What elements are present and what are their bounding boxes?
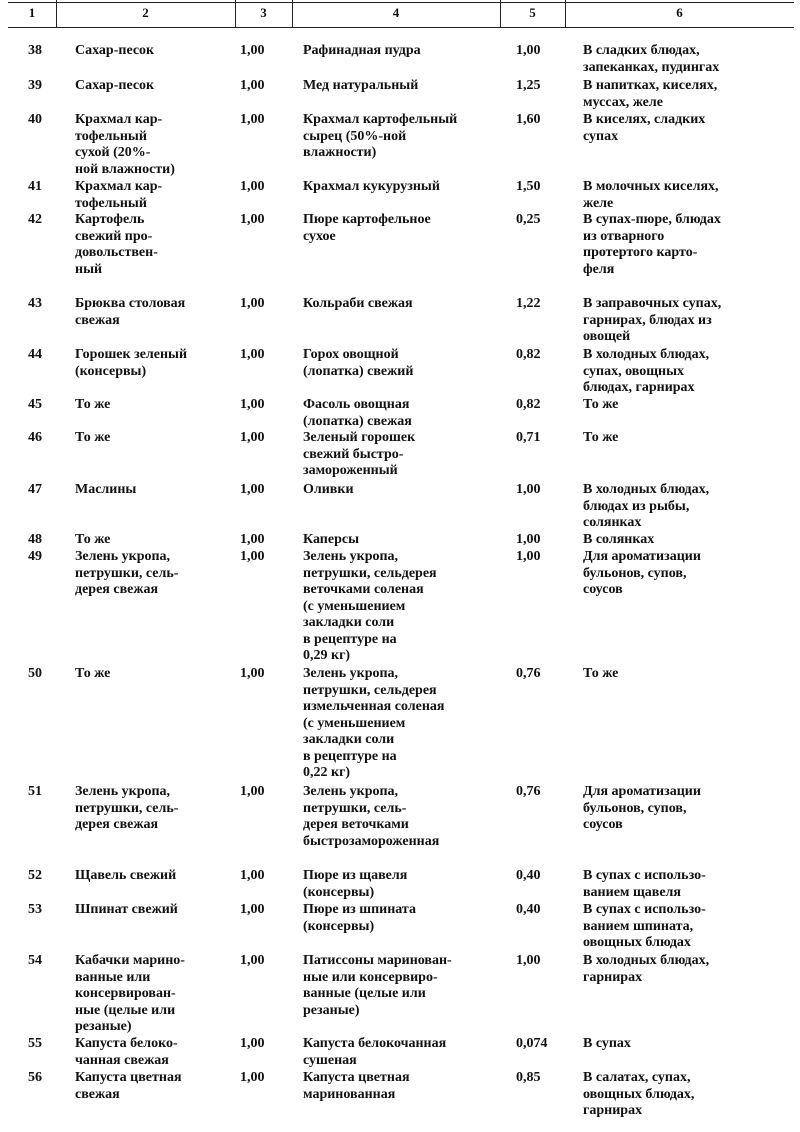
row-number: 45 (28, 397, 42, 412)
usage-note: То же (583, 430, 619, 445)
substitute-product: Зеленый горошек свежий быстро- замороженный (303, 430, 416, 478)
substitute-quantity: 1,50 (516, 179, 541, 194)
column-header-4: 4 (392, 5, 400, 20)
replaced-quantity: 1,00 (240, 482, 265, 497)
row-number: 50 (28, 666, 42, 681)
row-number: 44 (28, 347, 42, 362)
row-number: 41 (28, 179, 42, 194)
replaced-product: Зелень укропа, петрушки, сель- дерея свежая (75, 784, 179, 832)
usage-note: В киселях, сладких супах (583, 112, 706, 144)
row-number: 43 (28, 296, 42, 311)
substitute-quantity: 0,82 (516, 397, 541, 412)
replaced-quantity: 1,00 (240, 112, 265, 127)
row-number: 53 (28, 902, 42, 917)
substitute-quantity: 1,25 (516, 78, 541, 93)
substitute-product: Крахмал картофельный сырец (50%-ной влажности) (303, 112, 458, 160)
replaced-quantity: 1,00 (240, 1070, 265, 1085)
row-number: 46 (28, 430, 42, 445)
replaced-product: То же (75, 397, 111, 412)
replaced-product: Капуста цветная свежая (75, 1070, 182, 1102)
replaced-product: То же (75, 430, 111, 445)
substitute-quantity: 1,00 (516, 532, 541, 547)
substitute-quantity: 1,00 (516, 482, 541, 497)
replaced-product: Капуста белоко- чанная свежая (75, 1036, 178, 1068)
substitute-product: Горох овощной (лопатка) свежий (303, 347, 414, 379)
replaced-quantity: 1,00 (240, 212, 265, 227)
row-number: 56 (28, 1070, 42, 1085)
substitute-product: Пюре из щавеля (консервы) (303, 868, 408, 900)
substitute-quantity: 0,074 (516, 1036, 548, 1051)
replaced-quantity: 1,00 (240, 1036, 265, 1051)
replaced-product: Сахар-песок (75, 43, 155, 58)
row-number: 47 (28, 482, 42, 497)
substitute-quantity: 1,22 (516, 296, 541, 311)
substitute-quantity: 0,76 (516, 666, 541, 681)
replaced-product: То же (75, 532, 111, 547)
replaced-product: Маслины (75, 482, 137, 497)
substitute-quantity: 0,85 (516, 1070, 541, 1085)
usage-note: Для ароматизации бульонов, супов, соусов (583, 784, 701, 832)
substitute-quantity: 1,00 (516, 43, 541, 58)
substitute-quantity: 0,82 (516, 347, 541, 362)
substitute-quantity: 0,40 (516, 868, 541, 883)
substitute-quantity: 1,60 (516, 112, 541, 127)
substitute-product: Пюре картофельное сухое (303, 212, 431, 244)
replaced-quantity: 1,00 (240, 43, 265, 58)
substitute-product: Оливки (303, 482, 354, 497)
replaced-product: Горошек зеленый (консервы) (75, 347, 188, 379)
replaced-quantity: 1,00 (240, 430, 265, 445)
usage-note: В заправочных супах, гарнирах, блюдах из овощей (583, 296, 722, 344)
usage-note: То же (583, 397, 619, 412)
substitute-quantity: 1,00 (516, 549, 541, 564)
replaced-quantity: 1,00 (240, 179, 265, 194)
replaced-quantity: 1,00 (240, 868, 265, 883)
substitute-product: Кольраби свежая (303, 296, 413, 311)
usage-note: В супах-пюре, блюдах из отварного протертого карто- феля (583, 212, 721, 277)
replaced-product: Сахар-песок (75, 78, 155, 93)
column-header-6: 6 (676, 5, 683, 20)
substitute-quantity: 1,00 (516, 953, 541, 968)
usage-note: В солянках (583, 532, 655, 547)
substitute-product: Пюре из шпината (консервы) (303, 902, 416, 934)
usage-note: В напитках, киселях, муссах, желе (583, 78, 718, 110)
replaced-product: То же (75, 666, 111, 681)
replaced-quantity: 1,00 (240, 78, 265, 93)
replaced-quantity: 1,00 (240, 296, 265, 311)
column-header-1: 1 (28, 5, 36, 20)
column-header-5: 5 (529, 5, 536, 20)
column-header-3: 3 (260, 5, 267, 20)
header-bottom-rule (8, 27, 794, 28)
substitute-product: Рафинадная пудра (303, 43, 421, 58)
replaced-quantity: 1,00 (240, 953, 265, 968)
usage-note: То же (583, 666, 619, 681)
usage-note: В холодных блюдах, супах, овощных блюдах, гарнирах (583, 347, 710, 395)
replaced-quantity: 1,00 (240, 666, 265, 681)
table-top-rule (8, 2, 794, 3)
row-number: 39 (28, 78, 42, 93)
replaced-quantity: 1,00 (240, 549, 265, 564)
usage-note: В холодных блюдах, гарнирах (583, 953, 710, 985)
replaced-product: Щавель свежий (75, 868, 177, 883)
usage-note: В холодных блюдах, блюдах из рыбы, солянках (583, 482, 710, 530)
substitute-product: Мед натуральный (303, 78, 419, 93)
substitute-product: Крахмал кукурузный (303, 179, 440, 194)
substitute-product: Капуста цветная маринованная (303, 1070, 410, 1102)
replaced-product: Брюква столовая свежая (75, 296, 186, 328)
row-number: 52 (28, 868, 42, 883)
usage-note: В супах (583, 1036, 631, 1051)
usage-note: В молочных киселях, желе (583, 179, 719, 211)
substitute-product: Зелень укропа, петрушки, сельдерея измельченная соленая (с уменьшением закладки соли в рецептуре на 0,22 кг) (303, 666, 445, 780)
replaced-quantity: 1,00 (240, 347, 265, 362)
row-number: 49 (28, 549, 42, 564)
row-number: 42 (28, 212, 42, 227)
replaced-quantity: 1,00 (240, 784, 265, 799)
substitute-product: Зелень укропа, петрушки, сель- дерея веточками быстрозамороженная (303, 784, 440, 849)
replaced-product: Крахмал кар- тофельный (75, 179, 163, 211)
row-number: 48 (28, 532, 42, 547)
replaced-product: Крахмал кар- тофельный сухой (20%- ной влажности) (75, 112, 175, 177)
replaced-product: Картофель свежий про- довольствен- ный (75, 212, 158, 277)
column-header-2: 2 (142, 5, 149, 20)
substitute-quantity: 0,40 (516, 902, 541, 917)
substitute-product: Зелень укропа, петрушки, сельдерея веточками соленая (с уменьшением закладки соли в рецептуре на 0,29 кг) (303, 549, 437, 663)
row-number: 40 (28, 112, 42, 127)
substitute-quantity: 0,76 (516, 784, 541, 799)
substitute-product: Фасоль овощная (лопатка) свежая (303, 397, 412, 429)
usage-note: В салатах, супах, овощных блюдах, гарнирах (583, 1070, 695, 1118)
usage-note: Для ароматизации бульонов, супов, соусов (583, 549, 701, 597)
replaced-product: Зелень укропа, петрушки, сель- дерея свежая (75, 549, 179, 597)
replaced-product: Кабачки марино- ванные или консервирован- ные (целые или резаные) (75, 953, 185, 1034)
substitute-product: Капуста белокочанная сушеная (303, 1036, 447, 1068)
usage-note: В супах с использо- ванием щавеля (583, 868, 706, 900)
row-number: 38 (28, 43, 42, 58)
replaced-quantity: 1,00 (240, 532, 265, 547)
substitute-quantity: 0,25 (516, 212, 541, 227)
row-number: 54 (28, 953, 42, 968)
replaced-quantity: 1,00 (240, 397, 265, 412)
row-number: 51 (28, 784, 42, 799)
replaced-product: Шпинат свежий (75, 902, 178, 917)
row-number: 55 (28, 1036, 42, 1051)
substitute-quantity: 0,71 (516, 430, 541, 445)
replaced-quantity: 1,00 (240, 902, 265, 917)
substitute-product: Каперсы (303, 532, 359, 547)
usage-note: В сладких блюдах, запеканках, пудингах (583, 43, 720, 75)
substitute-product: Патиссоны маринован- ные или консервиро- ванные (целые или резаные) (303, 953, 452, 1018)
usage-note: В супах с использо- ванием шпината, овощных блюдах (583, 902, 706, 950)
